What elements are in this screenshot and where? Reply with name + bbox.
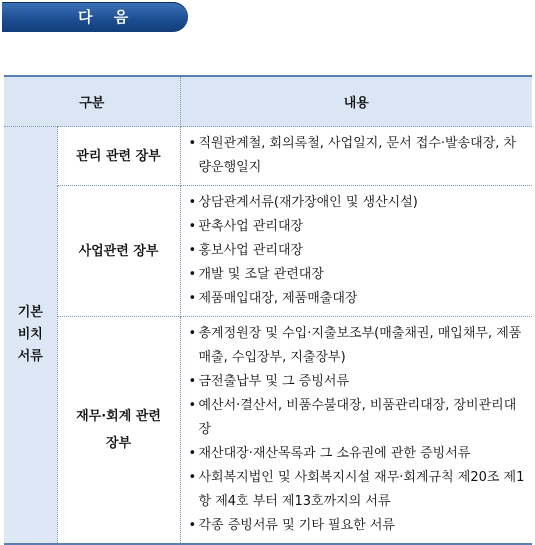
bullet-glyph: •: [188, 219, 197, 234]
header-category: 구분: [4, 76, 180, 127]
category-line: 기본: [17, 305, 43, 320]
subcategory-label: 사업관련 장부: [78, 243, 159, 259]
list-item-text: 사회복지법인 및 사회복지시설 재무·회계규칙 제20조 제1항 제4호 부터 제13호까지의 서류: [198, 470, 525, 509]
bullet-glyph: •: [188, 518, 197, 533]
list-item-text: 판촉사업 관리대장: [198, 219, 304, 234]
subcategory-label: 재무·회계 관련: [76, 409, 161, 424]
list-item-text: 각종 증빙서류 및 기타 필요한 서류: [198, 518, 395, 533]
subcategory-label: 장부: [105, 436, 132, 451]
category-line: 서류: [17, 349, 43, 364]
list-item: [189, 287, 527, 311]
subcategory-cell: [57, 127, 180, 186]
bullet-glyph: •: [188, 374, 197, 389]
banner-title: 다 음: [78, 8, 137, 26]
list-item-text: 직원관계철, 회의록철, 사업일지, 문서 접수·발송대장, 차량운행일지: [198, 136, 517, 175]
list-item-text: 제품매입대장, 제품매출대장: [198, 291, 358, 306]
section-banner: [2, 2, 188, 32]
list-item: [189, 442, 527, 466]
list-item-text: 개발 및 조달 관련대장: [198, 267, 324, 282]
list-item: [189, 322, 527, 370]
bullet-glyph: •: [188, 195, 197, 210]
document-table: [4, 75, 532, 545]
bullet-glyph: •: [188, 291, 197, 306]
list-item: [189, 370, 527, 394]
bullet-glyph: •: [188, 326, 197, 341]
list-item: [189, 132, 527, 180]
table-row-management: [4, 127, 532, 186]
list-item: [189, 239, 527, 263]
list-item: [189, 466, 527, 514]
bullet-glyph: •: [188, 470, 197, 485]
bullet-glyph: •: [188, 398, 197, 413]
bullet-glyph: •: [188, 243, 197, 258]
list-item-text: 총계정원장 및 수입·지출보조부(매출채권, 매입채무, 제품매출, 수입장부, 지출장부): [198, 326, 522, 365]
list-item: [189, 394, 527, 442]
content-cell: [180, 317, 532, 545]
table-row-business: [4, 186, 532, 317]
bullet-glyph: •: [188, 136, 197, 151]
list-item: [189, 215, 527, 239]
content-cell: [180, 127, 532, 186]
list-item-text: 예산서·결산서, 비품수불대장, 비품관리대장, 장비관리대장: [198, 398, 517, 437]
list-item-text: 재산대장·재산목록과 그 소유권에 관한 증빙서류: [198, 446, 471, 461]
category-cell: [4, 127, 57, 545]
subcategory-cell: [57, 186, 180, 317]
list-item: [189, 263, 527, 287]
subcategory-cell: [57, 317, 180, 545]
category-line: 비치: [17, 327, 43, 342]
list-item: [189, 191, 527, 215]
content-cell: [180, 186, 532, 317]
table-header-row: [4, 76, 532, 127]
list-item-text: 금전출납부 및 그 증빙서류: [198, 374, 350, 389]
bullet-glyph: •: [188, 446, 197, 461]
subcategory-label: 관리 관련 장부: [76, 148, 161, 164]
bullet-glyph: •: [188, 267, 197, 282]
table-row-finance: [4, 317, 532, 545]
list-item: [189, 514, 527, 538]
list-item-text: 상담관계서류(재가장애인 및 생산시설): [198, 195, 418, 210]
header-content: 내용: [180, 76, 532, 127]
list-item-text: 홍보사업 관리대장: [198, 243, 304, 258]
